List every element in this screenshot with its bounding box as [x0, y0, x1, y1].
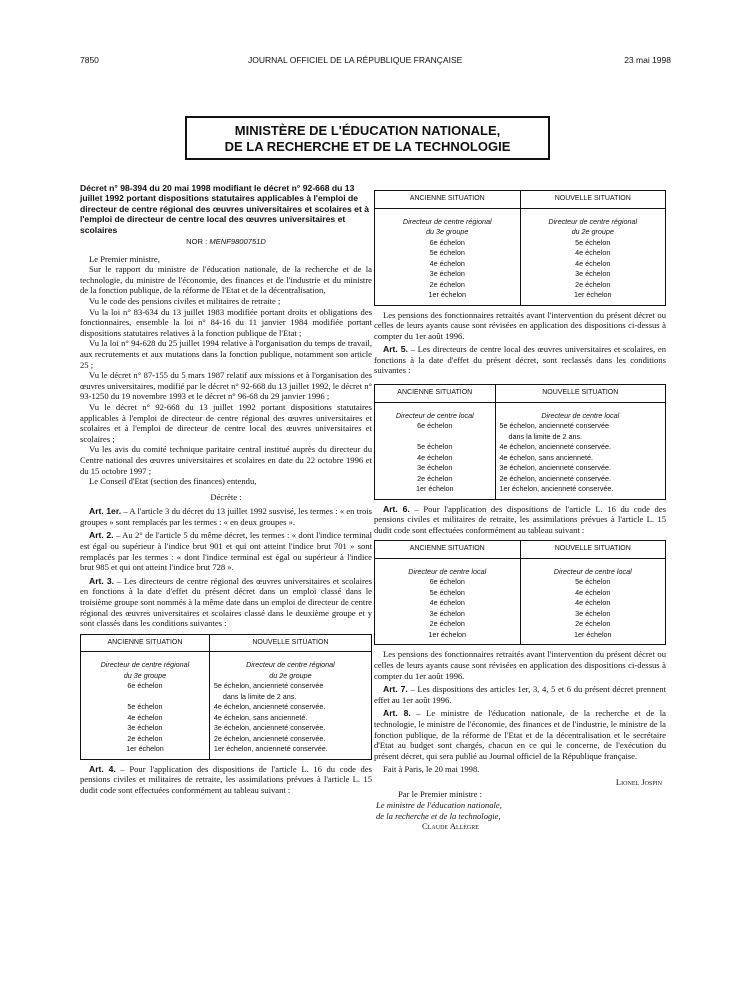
minister-title: de la recherche et de la technologie,	[376, 810, 501, 821]
table-row: 2e échelon 2e échelon	[375, 280, 666, 291]
table-row: 3e échelon 3e échelon	[375, 269, 666, 280]
table-row: 4e échelon 4e échelon, sans ancienneté.	[81, 713, 372, 724]
column-header: ANCIENNE SITUATION	[375, 385, 496, 403]
pensions-paragraph: Les pensions des fonctionnaires retraités avant l'intervention du présent décret ou celles de leurs ayants cause sont révisées en application des dispositions ci-dessus à compter du 1er août 1996.	[374, 309, 666, 341]
table-row: 6e échelon 5e échelon, ancienneté conservée dans la limite de 2 ans.	[81, 681, 372, 702]
table-row: 2e échelon 2e échelon	[375, 619, 666, 630]
nor-label: NOR :	[186, 237, 208, 247]
article-label: Art. 5.	[383, 344, 408, 355]
article-text: – Pour l'application des dispositions de l'article L. 16 du code des pensions civiles et militaires de retraite, les assimilations prévues à l'article L. 15 dudit code sont effectuées conformément au tableau suivant :	[374, 503, 666, 535]
table-row: 1er échelon 1er échelon	[375, 290, 666, 305]
column-header: NOUVELLE SITUATION	[209, 634, 371, 652]
table-row: 3e échelon 3e échelon, ancienneté conservée.	[375, 463, 666, 474]
intro-paragraph: Vu le décret n° 87-155 du 5 mars 1987 relatif aux missions et à l'organisation des œuvres universitaires, modifié par le décret n° 92-668 du 13 juillet 1992, le décret n° 93-1250 du 19 novembre 1993 et le décret n° 96-68 du 29 janvier 1996 ;	[80, 370, 372, 402]
article-label: Art. 4.	[89, 763, 116, 774]
intro-paragraph: Vu la loi n° 94-628 du 25 juillet 1994 relative à l'organisation du temps de travail, aux recrutements et aux mutations dans la fonction publique, notamment son article 25 ;	[80, 338, 372, 370]
article-text: – Au 2° de l'article 5 du même décret, les termes : « dont l'indice terminal est égal ou supérieur à l'indice brut 901 et qui ont atteint l'indice brut 701 » sont remplacés par les termes : « dont l'indice terminal est égal ou supérieur à l'indice brut 985 et qui ont atteint l'indice brut 728 ».	[80, 530, 373, 573]
right-column	[374, 183, 666, 832]
table-row: 5e échelon 4e échelon, ancienneté conservée.	[375, 442, 666, 453]
column-header: NOUVELLE SITUATION	[520, 541, 666, 559]
article-5	[374, 344, 666, 376]
table-regional-pensions	[374, 190, 666, 306]
journal-title: JOURNAL OFFICIEL DE LA RÉPUBLIQUE FRANÇAISE	[248, 55, 463, 65]
intro-paragraph: Vu le décret n° 92-668 du 13 juillet 1992 portant dispositions statutaires applicables à l'emploi de directeur de centre régional des œuvres universitaires et scolaires et à l'emploi de directeur de centre local des œuvres universitaires et scolaires ;	[80, 401, 372, 444]
minister-name: Claude Allègre	[422, 821, 479, 832]
table-cell: Directeur de centre local	[395, 410, 474, 420]
intro-paragraph: Vu les avis du comité technique paritaire central institué auprès du directeur du Centre national des œuvres universitaires et scolaires en date du 22 octobre 1996 et du 15 octobre 1997 ;	[80, 444, 372, 476]
article-label: Art. 1er.	[89, 506, 122, 517]
table-row: 6e échelon 5e échelon, ancienneté conservée dans la limite de 2 ans.	[375, 421, 666, 442]
article-label: Art. 2.	[89, 530, 114, 541]
article-label: Art. 6.	[383, 503, 410, 514]
article-6	[374, 504, 666, 536]
table-row: 3e échelon 3e échelon	[375, 609, 666, 620]
table-row: 1er échelon 1er échelon, ancienneté conservée.	[81, 744, 372, 759]
table-row: 4e échelon 4e échelon	[375, 598, 666, 609]
table-row: 6e échelon 5e échelon	[375, 577, 666, 588]
table-cell: Directeur de centre local	[408, 566, 487, 576]
place-date: Fait à Paris, le 20 mai 1998.	[383, 764, 480, 775]
table-row: 6e échelon 5e échelon	[375, 238, 666, 249]
table-local-reclassement	[374, 384, 666, 500]
article-text: – A l'article 3 du décret du 13 juillet 1992 susvisé, les termes : « en trois groupes » sont remplacés par les termes : « en deux groupes ».	[80, 506, 372, 527]
ministry-banner	[185, 116, 550, 160]
article-text: – Pour l'application des dispositions de l'article L. 16 du code des pensions civiles et militaires de retraite, les assimilations prévues à l'article L. 15 dudit code sont effectuées conformément au tableau suivant :	[80, 763, 372, 795]
table-cell: Directeur de centre régional du 2e groupe	[209, 652, 371, 682]
article-text: – Les dispositions des articles 1er, 3, 4, 5 et 6 du présent décret prennent effet au 1er août 1996.	[374, 684, 667, 705]
pensions-paragraph: Les pensions des fonctionnaires retraités avant l'intervention du présent décret ou celles de leurs ayants cause sont révisées en application des dispositions ci-dessus à compter du 1er août 1996.	[374, 649, 666, 681]
article-label: Art. 3.	[89, 575, 115, 586]
table-row: 2e échelon 2e échelon, ancienneté conservée.	[81, 734, 372, 745]
table-row: 1er échelon 1er échelon	[375, 630, 666, 645]
issue-date: 23 mai 1998	[624, 55, 671, 65]
column-header: ANCIENNE SITUATION	[375, 541, 521, 559]
article-7	[374, 684, 666, 705]
table-row: 3e échelon 3e échelon, ancienneté conservée.	[81, 723, 372, 734]
table-row: 1er échelon 1er échelon, ancienneté conservée.	[375, 484, 666, 499]
column-header: ANCIENNE SITUATION	[375, 191, 521, 209]
article-4	[80, 764, 372, 796]
table-row: 5e échelon 4e échelon	[375, 248, 666, 259]
table-cell: Directeur de centre local	[495, 402, 665, 421]
nor-code: MENF9800751D	[209, 237, 266, 247]
column-header: ANCIENNE SITUATION	[81, 634, 210, 652]
table-regional-reclassement	[80, 634, 372, 760]
article-text: – Les directeurs de centre régional des œuvres universitaires et scolaires en fonctions à la date d'effet du présent décret dans un emploi classé dans le troisième groupe sont nommés à la même date dans un emploi de directeur de centre régional des œuvres universitaires et scolaires classé dans le deuxième groupe et y sont classés dans les conditions suivantes :	[80, 575, 372, 629]
article-label: Art. 7.	[383, 684, 408, 695]
ministry-line-1: MINISTÈRE DE L'ÉDUCATION NATIONALE,	[234, 123, 501, 138]
article-1	[80, 506, 372, 527]
article-8	[374, 708, 666, 761]
article-text: – Les directeurs de centre local des œuvres universitaires et scolaires, en fonctions à la date d'effet du présent décret, sont reclassés dans les conditions suivantes :	[374, 344, 666, 376]
intro-paragraph: Vu la loi n° 83-634 du 13 juillet 1983 modifiée portant droits et obligations des fonctionnaires, ensemble la loi n° 84-16 du 11 janvier 1984 modifiée portant dispositions statutaires relatives à la fonction publique de l'Etat ;	[80, 306, 372, 338]
table-cell: Directeur de centre régional du 3e groupe	[100, 660, 190, 680]
table-row: 2e échelon 2e échelon, ancienneté conservée.	[375, 474, 666, 485]
article-2	[80, 530, 372, 572]
table-row: 4e échelon 4e échelon	[375, 259, 666, 270]
article-text: – Le ministre de l'éducation nationale, de la recherche et de la technologie, le ministre de l'économie, des finances et de l'industrie, le ministre de la fonction publique, de la réforme de l'Etat et de la décentralisation et le secrétaire d'Etat au budget sont chargés, chacun en ce qui le concerne, de l'exécution du présent décret, qui sera publié au Journal officiel de la République française.	[374, 708, 667, 761]
article-3	[80, 576, 372, 629]
nor-reference	[80, 237, 372, 248]
ministry-line-2: DE LA RECHERCHE ET DE LA TECHNOLOGIE	[224, 139, 511, 154]
intro-paragraph: Le Conseil d'Etat (section des finances) entendu,	[89, 476, 257, 487]
column-header: NOUVELLE SITUATION	[495, 385, 665, 403]
signatory: Lionel Jospin	[615, 776, 662, 787]
minister-title: Le ministre de l'éducation nationale,	[376, 800, 502, 811]
table-cell: Directeur de centre régional du 2e groupe	[520, 208, 666, 238]
table-local-pensions	[374, 540, 666, 645]
decree-title: Décret n° 98-394 du 20 mai 1998 modifiant le décret n° 92-668 du 13 juillet 1992 portant dispositions statutaires applicables à l'emploi de directeur de centre régional des œuvres universitaires et scolaires et à l'emploi de directeur de centre local des œuvres universitaires et scolaires	[80, 183, 369, 235]
left-column	[80, 183, 372, 796]
article-label: Art. 8.	[383, 708, 411, 719]
table-row: 4e échelon 4e échelon, sans ancienneté.	[375, 453, 666, 464]
intro-paragraph: Le Premier ministre,	[89, 253, 160, 264]
table-row: 5e échelon 4e échelon	[375, 588, 666, 599]
column-header: NOUVELLE SITUATION	[520, 191, 666, 209]
table-cell: Directeur de centre régional du 3e groupe	[402, 216, 492, 236]
table-cell: Directeur de centre local	[520, 558, 666, 577]
table-row: 5e échelon 4e échelon, ancienneté conservée.	[81, 702, 372, 713]
intro-paragraph: Sur le rapport du ministre de l'éducation nationale, de la recherche et de la technologie, du ministre de l'économie, des finances et de l'industrie et du ministre de la fonction publique, de la réforme de l'Etat et de la décentralisation,	[80, 264, 372, 296]
par-le-premier-ministre: Par le Premier ministre :	[398, 789, 483, 800]
decrete-heading: Décrète :	[210, 491, 242, 502]
intro-paragraph: Vu le code des pensions civiles et militaires de retraite ;	[89, 296, 281, 306]
page-number: 7850	[80, 55, 99, 65]
